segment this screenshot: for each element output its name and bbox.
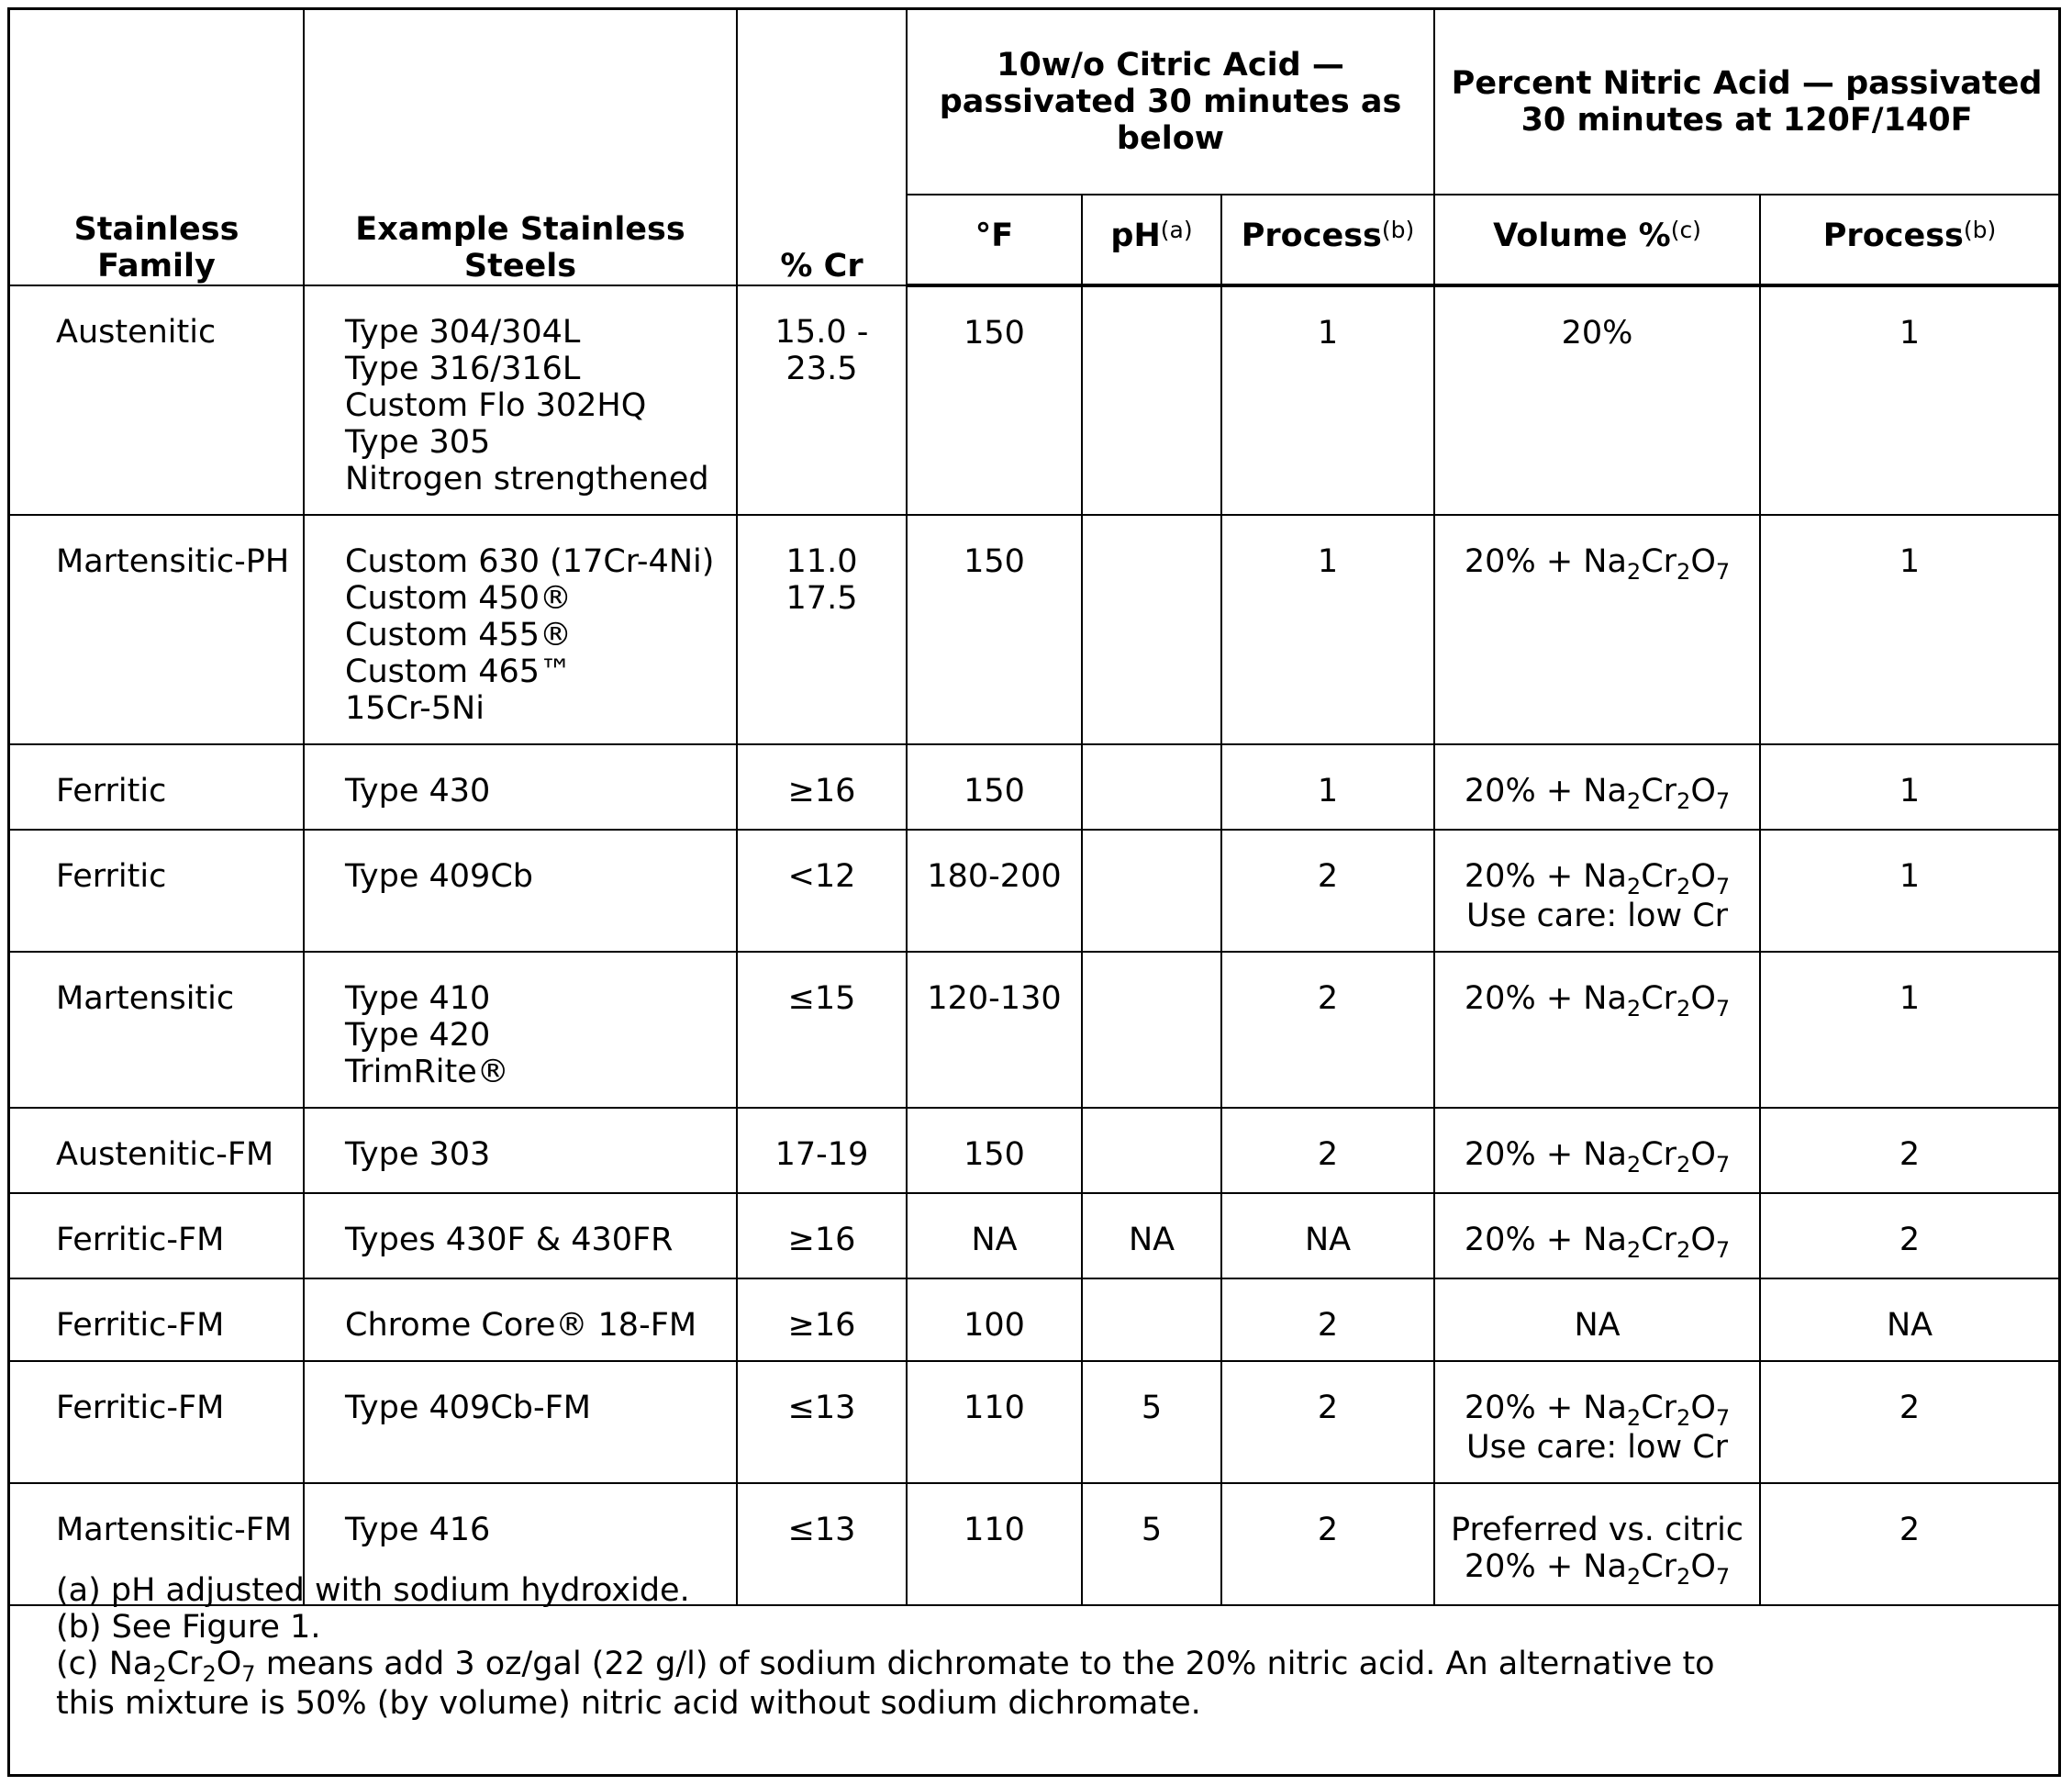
cell-ph <box>1082 1193 1221 1278</box>
footnote-marker: (a) <box>1160 217 1193 243</box>
cell-text: 2 <box>1317 980 1339 1017</box>
cell-line: ≤15 <box>787 980 856 1017</box>
cell-text: 2 <box>1317 1390 1339 1426</box>
cell-ph <box>1082 952 1221 1108</box>
cell-line: ≤13 <box>787 1512 856 1548</box>
cell-family <box>10 830 304 952</box>
footnote-marker: (b) <box>1963 217 1997 243</box>
cell-cr <box>737 285 907 515</box>
cell-line: Type 303 <box>345 1136 491 1173</box>
cell-family <box>10 1193 304 1278</box>
cell-ph <box>1082 285 1221 515</box>
header-text: as below <box>1116 84 1402 157</box>
sodium-dichromate-formula: $Na_2Cr_2O_7$ <box>1583 858 1731 899</box>
header-ph <box>1082 195 1221 285</box>
cell-text: 2 <box>1899 1390 1921 1426</box>
sodium-dichromate-formula: $Na_2Cr_2O_7$ <box>1583 1136 1731 1178</box>
cell-line: Custom Flo 302HQ <box>345 387 647 424</box>
cell-line: Type 316/316L <box>345 351 581 387</box>
cell-line: Custom 450® <box>345 580 573 617</box>
cell-text: Martensitic-FM <box>56 1512 293 1548</box>
cell-text: Ferritic-FM <box>56 1222 225 1258</box>
cell-line: Types 430F & 430FR <box>345 1222 674 1258</box>
sodium-dichromate-formula: $Na_2Cr_2O_7$ <box>1583 543 1731 585</box>
cell-text: Ferritic-FM <box>56 1307 225 1344</box>
cell-nitric-process <box>1760 952 2058 1108</box>
header-text: pH <box>1110 218 1161 254</box>
cell-nitric-process <box>1760 1193 2058 1278</box>
footnote-b: (b) See Figure 1. <box>56 1609 321 1646</box>
cell-family <box>10 952 304 1108</box>
header-nitric-process <box>1760 195 2058 285</box>
header-text: Percent Nitric Acid — passivated <box>1451 65 2043 102</box>
cell-line: Custom 630 (17Cr-4Ni) <box>345 543 715 580</box>
cell-family <box>10 285 304 515</box>
header-nitric-acid-group <box>1434 10 2058 195</box>
header-text: % Cr <box>780 248 863 285</box>
cell-text: 2 <box>1899 1222 1921 1258</box>
cell-line: 15Cr-5Ni <box>345 690 485 727</box>
cell-text: 100 <box>964 1307 1025 1344</box>
sodium-dichromate-formula: $Na_2Cr_2O_7$ <box>108 1646 256 1687</box>
cell-nitric-process <box>1760 1278 2058 1361</box>
cell-line: $20\% + Na_2Cr_2O_7$ <box>1464 543 1731 585</box>
sodium-dichromate-formula: $Na_2Cr_2O_7$ <box>1583 773 1731 814</box>
cell-volume <box>1434 952 1760 1108</box>
cell-line: Nitrogen strengthened <box>345 461 709 497</box>
cell-line: Custom 455® <box>345 617 573 653</box>
cell-text: 1 <box>1899 315 1921 352</box>
header-percent-cr <box>737 10 907 285</box>
cell-nitric-process <box>1760 744 2058 830</box>
cell-nitric-process <box>1760 1361 2058 1483</box>
cell-line: $20\% + Na_2Cr_2O_7$ <box>1464 1136 1731 1178</box>
header-text: Example <box>355 211 509 248</box>
header-text: passivated 30 minutes <box>939 84 1350 120</box>
header-citric-process <box>1221 195 1434 285</box>
footnote-marker: (c) <box>1670 217 1701 243</box>
cell-family <box>10 744 304 830</box>
cell-line: NA <box>1574 1307 1621 1344</box>
cell-line: Use care: low Cr <box>1466 1429 1729 1466</box>
footnote-c-cont: this mixture is 50% (by volume) nitric acid without sodium dichromate. <box>56 1685 1201 1722</box>
cell-ph <box>1082 1361 1221 1483</box>
cell-line: Chrome Core® 18-FM <box>345 1307 697 1344</box>
cell-text: Ferritic <box>56 858 167 895</box>
cell-line: $20\% + Na_2Cr_2O_7$ <box>1464 1548 1731 1590</box>
cell-cr <box>737 744 907 830</box>
cell-cr <box>737 952 907 1108</box>
cell-process <box>1221 1278 1434 1361</box>
cell-steels <box>304 1193 737 1278</box>
cell-line: Type 430 <box>345 773 491 809</box>
cell-volume <box>1434 1361 1760 1483</box>
cell-nitric-process <box>1760 285 2058 515</box>
cell-text: 110 <box>964 1390 1025 1426</box>
cell-line: ≥16 <box>787 773 856 809</box>
header-citric-acid-group <box>907 10 1434 195</box>
cell-cr <box>737 1193 907 1278</box>
cell-nitric-process <box>1760 1108 2058 1193</box>
cell-text: 2 <box>1899 1136 1921 1173</box>
cell-line: Type 409Cb <box>345 858 533 895</box>
cell-cr <box>737 1278 907 1361</box>
cell-steels <box>304 952 737 1108</box>
sodium-dichromate-formula: $Na_2Cr_2O_7$ <box>1583 1548 1731 1590</box>
cell-line: ≤13 <box>787 1390 856 1426</box>
cell-text: Austenitic <box>56 314 217 351</box>
cell-line: 20% <box>1561 315 1633 352</box>
footnote-a: (a) pH adjusted with sodium hydroxide. <box>56 1572 690 1609</box>
table-row <box>10 285 2058 515</box>
header-text: Family <box>97 248 216 285</box>
cell-text: 110 <box>964 1512 1025 1548</box>
cell-line: $20\% + Na_2Cr_2O_7$ <box>1464 980 1731 1021</box>
header-deg-f <box>907 195 1082 285</box>
cell-volume <box>1434 285 1760 515</box>
cell-text: Austenitic-FM <box>56 1136 274 1173</box>
table-row <box>10 952 2058 1108</box>
header-row-top <box>10 10 2058 195</box>
cell-nitric-process <box>1760 1483 2058 1605</box>
passivation-table <box>10 10 2058 1606</box>
cell-volume <box>1434 830 1760 952</box>
cell-text: Martensitic <box>56 980 235 1017</box>
cell-line: Use care: low Cr <box>1466 898 1729 934</box>
cell-cr <box>737 1361 907 1483</box>
header-text: 10w/o Citric Acid — <box>997 47 1344 84</box>
cell-line: Type 305 <box>345 424 491 461</box>
sodium-dichromate-formula: $Na_2Cr_2O_7$ <box>1583 1222 1731 1263</box>
sodium-dichromate-formula: $Na_2Cr_2O_7$ <box>1583 980 1731 1021</box>
cell-line: Type 416 <box>345 1512 491 1548</box>
cell-process <box>1221 1193 1434 1278</box>
cell-steels <box>304 744 737 830</box>
cell-text: 150 <box>964 543 1025 580</box>
cell-ph <box>1082 1278 1221 1361</box>
header-volume-percent <box>1434 195 1760 285</box>
cell-line: Type 420 <box>345 1017 491 1054</box>
cell-text: Ferritic-FM <box>56 1390 225 1426</box>
cell-text: 2 <box>1317 1307 1339 1344</box>
cell-line: 17-19 <box>774 1136 869 1173</box>
cell-temp <box>907 1193 1082 1278</box>
cell-text: 2 <box>1317 858 1339 895</box>
cell-line: 23.5 <box>785 351 858 387</box>
cell-text: 150 <box>964 315 1025 352</box>
header-text: Process <box>1241 218 1382 254</box>
table-row <box>10 1278 2058 1361</box>
cell-text: NA <box>1304 1222 1352 1258</box>
cell-process <box>1221 285 1434 515</box>
cell-volume <box>1434 515 1760 744</box>
cell-text: 1 <box>1899 858 1921 895</box>
footnote-marker: (b) <box>1381 217 1415 243</box>
cell-text: Ferritic <box>56 773 167 809</box>
cell-ph <box>1082 830 1221 952</box>
cell-cr <box>737 1108 907 1193</box>
cell-line: TrimRite® <box>345 1054 509 1090</box>
cell-line: ≥16 <box>787 1222 856 1258</box>
cell-line: ≥16 <box>787 1307 856 1344</box>
cell-temp <box>907 285 1082 515</box>
cell-text: 1 <box>1899 773 1921 809</box>
cell-steels <box>304 515 737 744</box>
cell-steels <box>304 1108 737 1193</box>
cell-temp <box>907 830 1082 952</box>
cell-text: 150 <box>964 773 1025 809</box>
cell-volume <box>1434 1108 1760 1193</box>
cell-text: 1 <box>1317 543 1339 580</box>
cell-text: Martensitic-PH <box>56 543 290 580</box>
cell-line: Preferred vs. citric <box>1451 1512 1744 1548</box>
cell-steels <box>304 830 737 952</box>
cell-text: 1 <box>1317 315 1339 352</box>
table-row <box>10 830 2058 952</box>
cell-nitric-process <box>1760 515 2058 744</box>
table-row <box>10 1193 2058 1278</box>
cell-steels <box>304 285 737 515</box>
cell-line: $20\% + Na_2Cr_2O_7$ <box>1464 773 1731 814</box>
table-row <box>10 1361 2058 1483</box>
cell-process <box>1221 1361 1434 1483</box>
cell-text: 120-130 <box>927 980 1062 1017</box>
cell-text: NA <box>971 1222 1018 1258</box>
cell-nitric-process <box>1760 830 2058 952</box>
cell-process <box>1221 744 1434 830</box>
header-example-steels <box>304 10 737 285</box>
cell-temp <box>907 744 1082 830</box>
header-text: Stainless <box>73 211 240 248</box>
cell-process <box>1221 952 1434 1108</box>
cell-steels <box>304 1361 737 1483</box>
cell-text: NA <box>1128 1222 1175 1258</box>
table-row <box>10 744 2058 830</box>
footnotes <box>56 1572 1715 1722</box>
cell-cr <box>737 830 907 952</box>
cell-process <box>1221 1108 1434 1193</box>
header-text: Stainless Steels <box>463 211 685 285</box>
table-body <box>10 285 2058 1605</box>
cell-family <box>10 1108 304 1193</box>
header-text: 30 minutes at 120F/140F <box>1521 102 1973 139</box>
cell-line: $20\% + Na_2Cr_2O_7$ <box>1464 1390 1731 1431</box>
header-stainless-family <box>10 10 304 285</box>
cell-text: 2 <box>1899 1512 1921 1548</box>
cell-text: 5 <box>1141 1390 1163 1426</box>
cell-text: 5 <box>1141 1512 1163 1548</box>
header-text: Process <box>1822 218 1964 254</box>
cell-process <box>1221 830 1434 952</box>
passivation-table-frame <box>7 7 2061 1777</box>
cell-text: 180-200 <box>927 858 1062 895</box>
cell-text: 150 <box>964 1136 1025 1173</box>
cell-steels <box>304 1278 737 1361</box>
cell-process <box>1221 515 1434 744</box>
cell-line: $20\% + Na_2Cr_2O_7$ <box>1464 1222 1731 1263</box>
cell-ph <box>1082 515 1221 744</box>
cell-text: 1 <box>1899 543 1921 580</box>
cell-text: NA <box>1886 1307 1933 1344</box>
header-text: Volume % <box>1493 218 1671 254</box>
cell-temp <box>907 515 1082 744</box>
table-row <box>10 515 2058 744</box>
cell-line: <12 <box>787 858 856 895</box>
cell-line: Type 304/304L <box>345 314 581 351</box>
cell-temp <box>907 952 1082 1108</box>
table-row <box>10 1108 2058 1193</box>
cell-ph <box>1082 744 1221 830</box>
cell-line: Custom 465™ <box>345 653 573 690</box>
cell-volume <box>1434 1278 1760 1361</box>
cell-line: 15.0 - <box>774 314 869 351</box>
header-text: °F <box>975 218 1014 254</box>
cell-text: 1 <box>1899 980 1921 1017</box>
cell-family <box>10 1361 304 1483</box>
sodium-dichromate-formula: $Na_2Cr_2O_7$ <box>1583 1390 1731 1431</box>
footnote-c: (c) $Na_2Cr_2O_7$ means add 3 oz/gal (22 g/l) of sodium dichromate to the 20% nitric acid. An alternative to <box>56 1646 1715 1687</box>
cell-text: 2 <box>1317 1136 1339 1173</box>
cell-line: Type 410 <box>345 980 491 1017</box>
cell-ph <box>1082 1108 1221 1193</box>
cell-cr <box>737 515 907 744</box>
cell-line: Type 409Cb-FM <box>345 1390 591 1426</box>
cell-volume <box>1434 1193 1760 1278</box>
cell-line: $20\% + Na_2Cr_2O_7$ <box>1464 858 1731 899</box>
cell-family <box>10 1278 304 1361</box>
cell-text: 2 <box>1317 1512 1339 1548</box>
cell-temp <box>907 1108 1082 1193</box>
cell-family <box>10 515 304 744</box>
cell-text: 1 <box>1317 773 1339 809</box>
cell-temp <box>907 1278 1082 1361</box>
cell-volume <box>1434 744 1760 830</box>
cell-temp <box>907 1361 1082 1483</box>
cell-line: 11.0 <box>785 543 858 580</box>
cell-line: 17.5 <box>785 580 858 617</box>
